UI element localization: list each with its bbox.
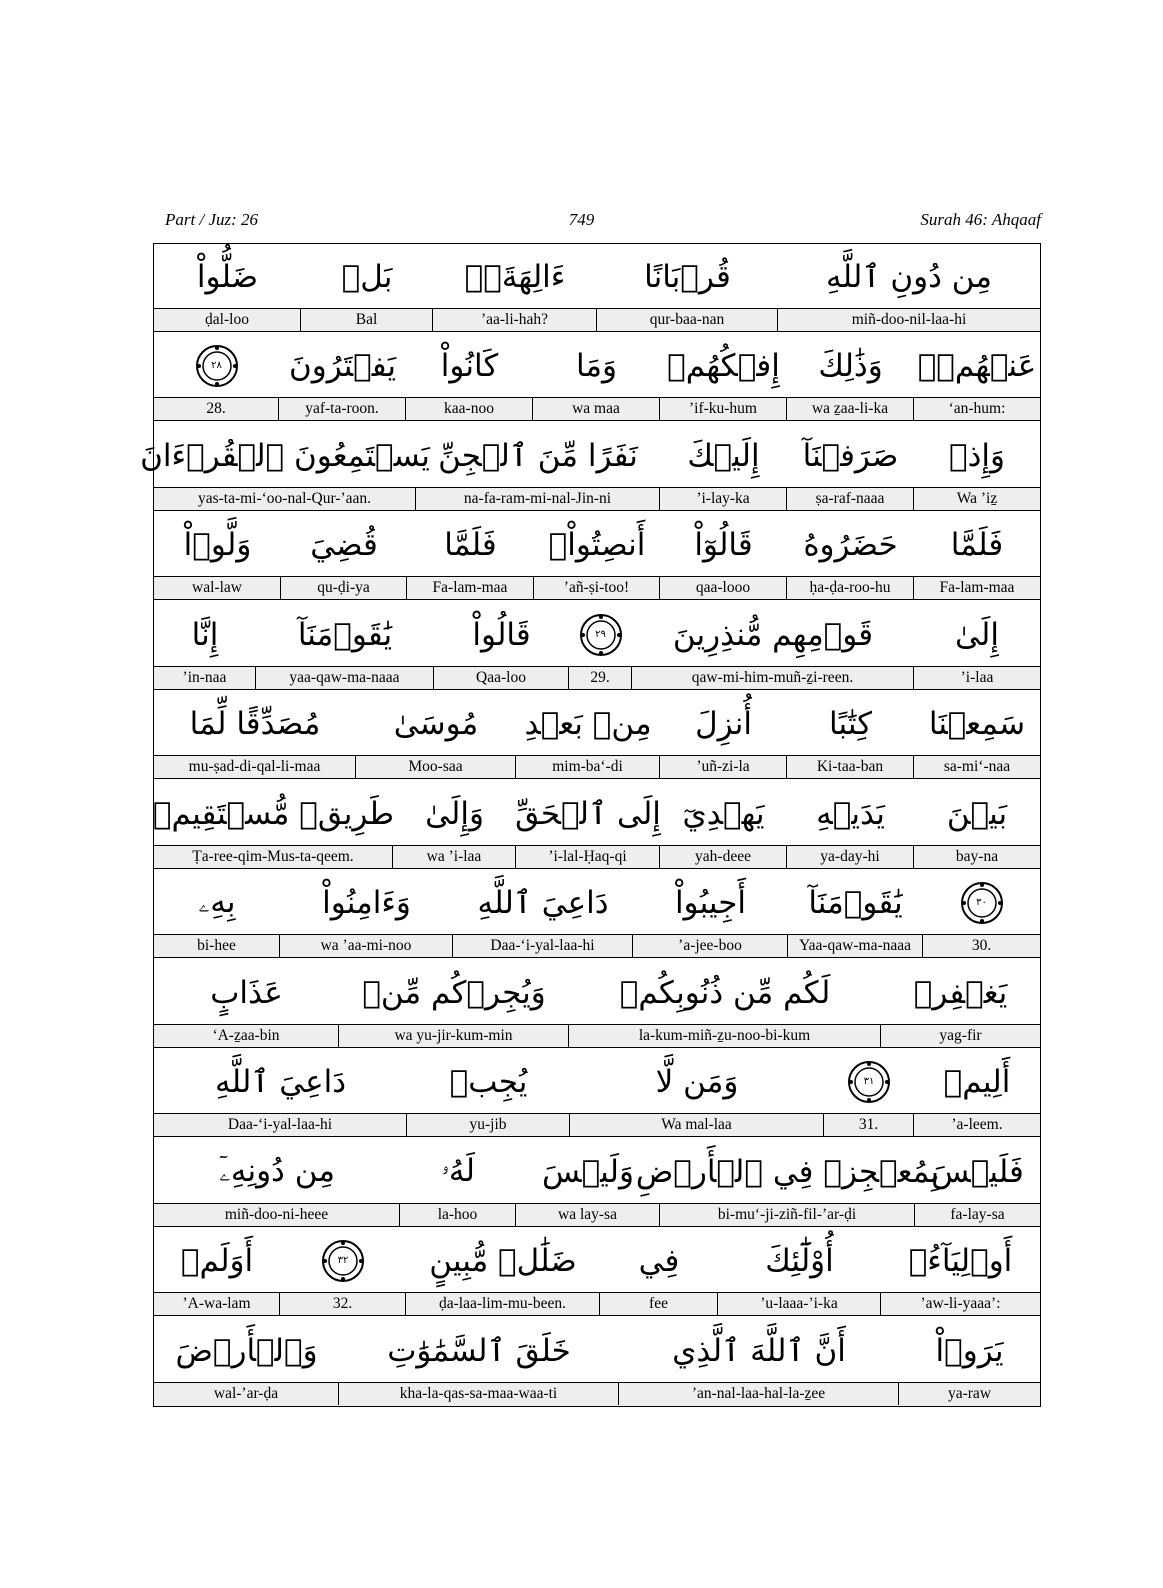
ayah-rosette-icon <box>321 1239 365 1283</box>
transliteration-cell: ’i-lay-ka <box>660 488 787 510</box>
ayah-end-marker <box>280 1228 406 1293</box>
arabic-row <box>154 1049 1040 1114</box>
ayah-number: ٣١ <box>863 1076 875 1087</box>
ayah-end-marker <box>923 870 1040 935</box>
arabic-word: إِفۡكُهُمۡ <box>667 347 780 384</box>
transliteration-cell: ‘an-hum: <box>948 400 1006 417</box>
arabic-word: بَلۡ <box>341 258 393 295</box>
transliteration-cell: ’i-lal-Ḥaq-qi <box>516 846 660 868</box>
transliteration-cell: la-hoo <box>400 1204 516 1226</box>
part-juz-label: Part / Juz: 26 <box>165 210 259 229</box>
arabic-word: كَانُواْ <box>440 347 499 384</box>
transliteration-cell: ’A-wa-lam <box>154 1293 280 1315</box>
arabic-word: وَمَن لَّا <box>655 1063 739 1100</box>
transliteration-cell: fa-lay-sa <box>950 1206 1005 1223</box>
transliteration-cell: qaa-looo <box>660 577 787 599</box>
transliteration-row <box>154 1293 1040 1316</box>
transliteration-cell: ’an-nal-laa-hal-la-ẕee <box>619 1383 899 1405</box>
arabic-word: دَاعِيَ ٱللَّهِ <box>477 884 609 921</box>
arabic-word: بِهِۦ <box>198 884 236 920</box>
arabic-word: إِنَّا <box>191 616 219 653</box>
transliteration-cell: ḍa-laa-lim-mu-been. <box>406 1293 600 1315</box>
arabic-word: سَمِعۡنَا <box>928 705 1026 742</box>
ayah-number: ٢٩ <box>595 629 606 640</box>
transliteration-row <box>154 398 1040 421</box>
arabic-word: يَٰقَوۡمَنَآ <box>297 616 393 653</box>
transliteration-cell: ’u-laaa-’i-ka <box>718 1293 881 1315</box>
arabic-word: ضَلَٰلٖ مُّبِينٍ <box>429 1242 577 1279</box>
transliteration-cell: ’uñ-zi-la <box>660 756 787 778</box>
transliteration-cell: Fa-lam-maa <box>407 577 534 599</box>
arabic-word: يَفۡتَرُونَ <box>288 347 397 384</box>
transliteration-cell: mu-ṣad-di-qal-li-maa <box>154 756 356 778</box>
arabic-word: أُوْلَٰٓئِكَ <box>765 1242 834 1279</box>
transliteration-cell: yas-ta-mi-‘oo-nal-Qur-’aan. <box>154 488 416 510</box>
transliteration-cell: yaf-ta-roon. <box>279 398 406 420</box>
arabic-row <box>140 423 1040 488</box>
transliteration-cell: 32. <box>280 1293 406 1315</box>
ayah-rosette-icon <box>579 613 623 657</box>
transliteration-cell: ḥa-ḍa-roo-hu <box>787 577 914 599</box>
transliteration-cell: ya-raw <box>947 1385 992 1402</box>
arabic-word: قُضِيَ <box>310 526 378 563</box>
transliteration-cell: ’aa-li-hah? <box>433 309 597 331</box>
arabic-row <box>154 781 1040 846</box>
arabic-word: وَلَّوۡاْ <box>183 526 252 563</box>
arabic-row <box>154 870 1040 935</box>
arabic-word: مُوسَىٰ <box>393 705 479 742</box>
arabic-word: قَالُواْ <box>472 616 531 653</box>
transliteration-cell: la-kum-miñ-ẕu-noo-bi-kum <box>569 1025 881 1047</box>
transliteration-row <box>154 1204 1040 1227</box>
arabic-word: أَجِيبُواْ <box>674 884 747 921</box>
verse-line <box>154 1228 1040 1317</box>
arabic-word: أَلِيمٖ <box>943 1063 1011 1100</box>
transliteration-cell: ’añ-ṣi-too! <box>534 577 660 599</box>
transliteration-row <box>154 1383 1040 1406</box>
transliteration-cell: fee <box>600 1293 718 1315</box>
transliteration-row <box>154 488 1040 511</box>
transliteration-cell: miñ-doo-ni-heee <box>154 1204 400 1226</box>
page-number: 749 <box>568 210 595 229</box>
arabic-word: عَنۡهُمۡۚ <box>917 347 1037 384</box>
arabic-word: وَإِلَىٰ <box>425 795 484 832</box>
transliteration-cell: wa maa <box>533 398 660 420</box>
transliteration-cell: Qaa-loo <box>434 667 569 689</box>
transliteration-row <box>154 1114 1040 1137</box>
arabic-word: أُنزِلَ <box>695 705 752 742</box>
arabic-word: إِلَى ٱلۡحَقِّ <box>515 795 661 832</box>
arabic-word: فِي <box>638 1242 680 1279</box>
arabic-word: فَلَمَّا <box>444 526 497 563</box>
transliteration-cell: kha-la-qas-sa-maa-waa-ti <box>339 1383 619 1405</box>
arabic-word: صَرَفۡنَآ <box>802 437 899 474</box>
transliteration-cell: ’aw-li-yaaa’: <box>920 1295 1001 1312</box>
ayah-rosette-icon <box>195 344 239 388</box>
arabic-row <box>154 691 1040 756</box>
ayah-end-marker <box>569 602 632 667</box>
transliteration-cell: ’i-laa <box>960 669 994 686</box>
transliteration-row <box>154 935 1040 958</box>
transliteration-cell: ‘A-ẕaa-bin <box>154 1025 339 1047</box>
arabic-word: يَهۡدِيٓ <box>682 795 765 832</box>
transliteration-row <box>154 846 1040 869</box>
transliteration-cell: wa yu-jir-kum-min <box>339 1025 569 1047</box>
transliteration-cell: yag-fir <box>939 1027 982 1044</box>
arabic-word: يُجِبۡ <box>449 1063 528 1100</box>
transliteration-cell: ḍal-loo <box>154 309 301 331</box>
transliteration-cell: qur-baa-nan <box>597 309 778 331</box>
transliteration-cell: yaa-qaw-ma-naaa <box>256 667 434 689</box>
arabic-word: فَلَيۡسَ <box>931 1153 1024 1190</box>
transliteration-cell: Wa mal-laa <box>570 1114 824 1136</box>
transliteration-cell: 31. <box>824 1114 914 1136</box>
transliteration-cell: wa ẕaa-li-ka <box>787 398 914 420</box>
transliteration-cell: Wa ’iẕ <box>956 490 998 507</box>
arabic-word: حَضَرُوهُ <box>803 526 898 563</box>
arabic-word: قَوۡمِهِم مُّنذِرِينَ <box>672 616 874 653</box>
transliteration-cell: wa ’aa-mi-noo <box>280 935 453 957</box>
arabic-word: أَوَلَمۡ <box>180 1242 254 1279</box>
arabic-word: نَفَرًا مِّنَ ٱلۡجِنِّ <box>438 437 638 474</box>
verse-line <box>154 333 1040 422</box>
arabic-row <box>154 512 1040 577</box>
transliteration-cell: ṣa-raf-naaa <box>787 488 914 510</box>
transliteration-cell: qaw-mi-him-muñ-ẕi-reen. <box>632 667 914 689</box>
arabic-word: قَالُوٓاْ <box>694 526 753 563</box>
transliteration-cell: yu-jib <box>407 1114 570 1136</box>
arabic-word: دَاعِيَ ٱللَّهِ <box>214 1063 347 1100</box>
verse-line <box>140 423 1040 512</box>
arabic-word: يَغۡفِرۡ <box>913 974 1008 1011</box>
arabic-word: مِنۢ بَعۡدِ <box>524 705 652 742</box>
transliteration-cell: mim-ba‘-di <box>516 756 660 778</box>
transliteration-row <box>154 667 1040 690</box>
verse-line <box>154 512 1040 601</box>
transliteration-cell: ’a-jee-boo <box>633 935 788 957</box>
arabic-word: أَوۡلِيَآءُۚ <box>908 1242 1013 1279</box>
transliteration-cell: Ki-taa-ban <box>787 756 914 778</box>
arabic-word: يَٰقَوۡمَنَآ <box>808 884 903 921</box>
arabic-word: لَكُم مِّن ذُنُوبِكُمۡ <box>619 974 831 1011</box>
arabic-word: يَدَيۡهِ <box>816 795 885 832</box>
arabic-word: وَذَٰلِكَ <box>818 347 883 384</box>
transliteration-row <box>154 577 1040 600</box>
transliteration-cell: miñ-doo-nil-laa-hi <box>851 311 967 328</box>
verse-line <box>154 602 1040 691</box>
arabic-word: كِتَٰبًا <box>829 705 872 742</box>
transliteration-cell: Daa-‘i-yal-laa-hi <box>453 935 633 957</box>
ayah-number: ٣٢ <box>337 1255 349 1266</box>
arabic-word: ضَلُّواْ <box>196 258 259 295</box>
arabic-word: يَسۡتَمِعُونَ ٱلۡقُرۡءَانَ <box>140 437 430 474</box>
arabic-word: عَذَابٍ <box>210 974 283 1011</box>
arabic-word: وَمَا <box>575 347 618 384</box>
arabic-row <box>154 1228 1040 1293</box>
verse-line <box>154 781 1040 870</box>
arabic-word: إِلَىٰ <box>955 616 999 653</box>
ayah-number: ٢٨ <box>211 360 222 371</box>
transliteration-cell: Moo-saa <box>356 756 516 778</box>
ayah-end-marker <box>154 333 279 398</box>
arabic-word: قُرۡبَانًا <box>644 258 731 295</box>
verse-line <box>154 960 1040 1049</box>
arabic-word: لَهُۥ <box>441 1153 475 1189</box>
ayah-rosette-icon <box>960 881 1004 925</box>
verse-line <box>154 244 1040 333</box>
transliteration-cell: 30. <box>971 937 992 954</box>
arabic-row <box>154 244 1040 309</box>
verse-line <box>154 870 1040 959</box>
transliteration-cell: 28. <box>154 398 279 420</box>
arabic-word: وَإِذۡ <box>949 437 1005 474</box>
transliteration-cell: wa lay-sa <box>516 1204 660 1226</box>
transliteration-cell: Yaa-qaw-ma-naaa <box>788 935 923 957</box>
transliteration-cell: qu-ḍi-ya <box>281 577 407 599</box>
arabic-word: وَءَامِنُواْ <box>322 884 411 921</box>
transliteration-row <box>154 756 1040 779</box>
transliteration-cell: ya-day-hi <box>787 846 914 868</box>
transliteration-cell: Ṭa-ree-qim-Mus-ta-qeem. <box>154 846 393 868</box>
arabic-row <box>154 960 1040 1025</box>
arabic-word: وَلَيۡسَ <box>542 1153 634 1190</box>
transliteration-cell: bi-hee <box>154 935 280 957</box>
arabic-word: مِن دُونِ ٱللَّهِ <box>826 258 992 295</box>
arabic-row <box>154 1318 1040 1383</box>
arabic-row <box>154 602 1040 667</box>
transliteration-cell: Fa-lam-maa <box>939 579 1015 596</box>
transliteration-row <box>154 309 1040 332</box>
verse-line <box>154 1318 1040 1407</box>
transliteration-cell: sa-mi‘-naa <box>943 758 1011 775</box>
arabic-word: بِمُعۡجِزٖ فِي ٱلۡأَرۡضِ <box>635 1153 940 1190</box>
transliteration-cell: kaa-noo <box>406 398 533 420</box>
arabic-word: وَيُجِرۡكُم مِّنۡ <box>362 974 546 1011</box>
arabic-word: يَرَوۡاْ <box>935 1332 1004 1369</box>
arabic-word: ءَالِهَةَۢۖ <box>464 258 566 295</box>
transliteration-cell: ’a-leem. <box>951 1116 1003 1133</box>
arabic-word: مُصَدِّقًا لِّمَا <box>189 705 321 742</box>
ayah-end-marker <box>824 1049 914 1114</box>
arabic-row <box>154 1139 1040 1204</box>
arabic-word: مِن دُونِهِۦٓ <box>219 1153 335 1189</box>
verse-line <box>154 1139 1040 1228</box>
surah-label: Surah 46: Ahqaaf <box>920 210 1041 229</box>
arabic-row <box>154 333 1040 398</box>
arabic-word: طَرِيقٖ مُّسۡتَقِيمٖ <box>152 795 395 832</box>
transliteration-cell: ’if-ku-hum <box>660 398 787 420</box>
arabic-word: فَلَمَّا <box>950 526 1004 563</box>
transliteration-cell: ’in-naa <box>154 667 256 689</box>
transliteration-cell: Bal <box>301 309 433 331</box>
transliteration-cell: Daa-‘i-yal-laa-hi <box>154 1114 407 1136</box>
transliteration-cell: bi-mu‘-ji-ziñ-fil-’ar-ḍi <box>660 1204 915 1226</box>
transliteration-cell: wal-law <box>154 577 281 599</box>
word-by-word-grid <box>140 243 1041 1407</box>
transliteration-cell: wa ’i-laa <box>393 846 516 868</box>
transliteration-cell: 29. <box>569 667 632 689</box>
transliteration-cell: bay-na <box>955 848 999 865</box>
ayah-number: ٣٠ <box>976 897 987 908</box>
verse-line <box>154 1049 1040 1138</box>
transliteration-cell: yah-deee <box>660 846 787 868</box>
transliteration-row <box>154 1025 1040 1048</box>
transliteration-cell: na-fa-ram-mi-nal-Jin-ni <box>416 488 660 510</box>
verse-line <box>154 691 1040 780</box>
arabic-word: أَنصِتُواْۖ <box>548 526 646 563</box>
arabic-word: بَيۡنَ <box>946 795 1008 832</box>
arabic-word: إِلَيۡكَ <box>687 437 760 474</box>
arabic-word: وَٱلۡأَرۡضَ <box>175 1332 318 1369</box>
arabic-word: خَلَقَ ٱلسَّمَٰوَٰتِ <box>387 1332 571 1369</box>
ayah-rosette-icon <box>847 1060 891 1104</box>
arabic-word: أَنَّ ٱللَّهَ ٱلَّذِي <box>672 1332 846 1369</box>
transliteration-cell: wal-’ar-ḍa <box>154 1383 339 1405</box>
